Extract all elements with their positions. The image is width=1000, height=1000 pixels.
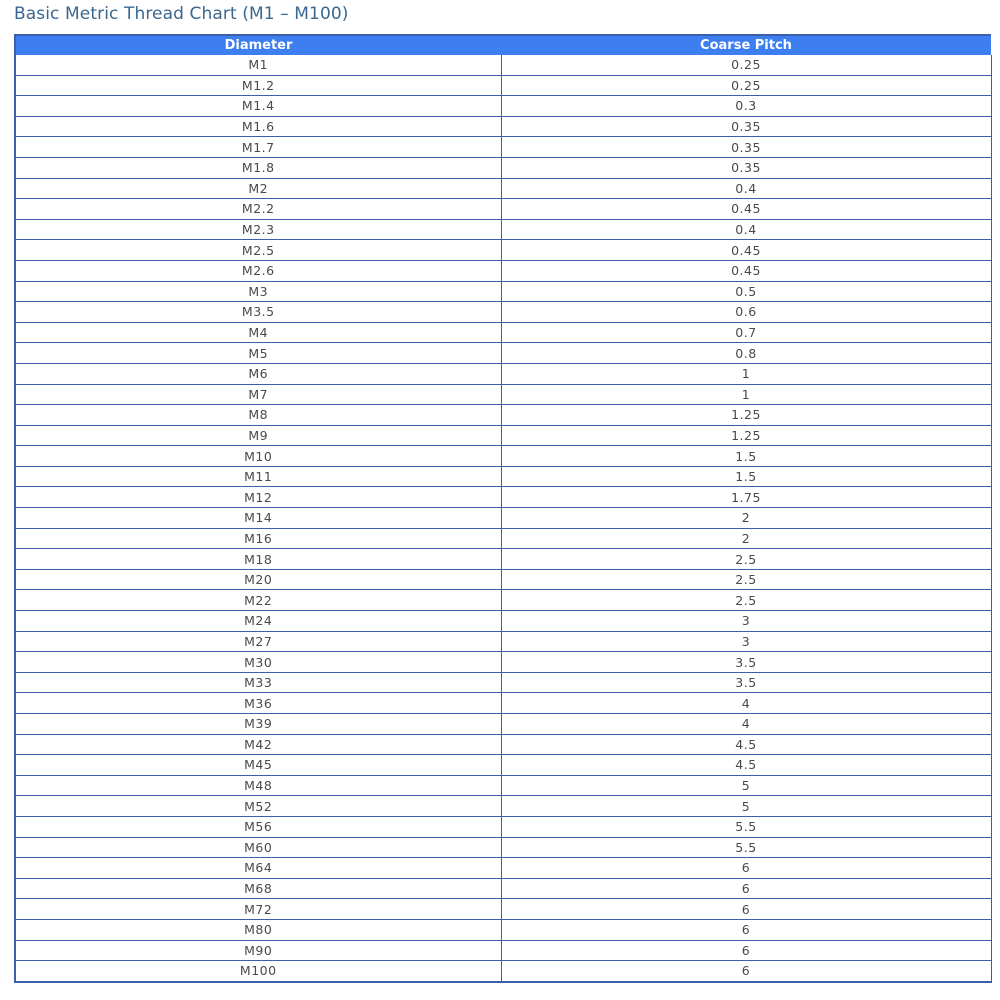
diameter-cell: M48 bbox=[15, 775, 501, 796]
coarse-pitch-cell: 2 bbox=[501, 528, 991, 549]
table-row bbox=[15, 363, 991, 384]
diameter-cell: M33 bbox=[15, 672, 501, 693]
table-row bbox=[15, 487, 991, 508]
coarse-pitch-cell: 0.25 bbox=[501, 75, 991, 96]
diameter-cell: M10 bbox=[15, 446, 501, 467]
table-body bbox=[15, 55, 991, 982]
coarse-pitch-cell: 2.5 bbox=[501, 549, 991, 570]
diameter-cell: M9 bbox=[15, 425, 501, 446]
coarse-pitch-cell: 0.8 bbox=[501, 343, 991, 364]
coarse-pitch-cell: 0.4 bbox=[501, 219, 991, 240]
diameter-cell: M2.2 bbox=[15, 199, 501, 220]
diameter-cell: M1.2 bbox=[15, 75, 501, 96]
table-row bbox=[15, 816, 991, 837]
coarse-pitch-cell: 1 bbox=[501, 384, 991, 405]
table-row bbox=[15, 796, 991, 817]
diameter-cell: M4 bbox=[15, 322, 501, 343]
table-row bbox=[15, 734, 991, 755]
coarse-pitch-cell: 5.5 bbox=[501, 837, 991, 858]
table-row bbox=[15, 137, 991, 158]
diameter-cell: M90 bbox=[15, 940, 501, 961]
table-row bbox=[15, 528, 991, 549]
diameter-cell: M18 bbox=[15, 549, 501, 570]
diameter-cell: M1.7 bbox=[15, 137, 501, 158]
diameter-cell: M2.5 bbox=[15, 240, 501, 261]
table-row bbox=[15, 590, 991, 611]
table-row bbox=[15, 466, 991, 487]
diameter-cell: M1.6 bbox=[15, 116, 501, 137]
coarse-pitch-cell: 0.35 bbox=[501, 116, 991, 137]
coarse-pitch-cell: 0.45 bbox=[501, 240, 991, 261]
coarse-pitch-cell: 0.3 bbox=[501, 96, 991, 117]
diameter-cell: M68 bbox=[15, 878, 501, 899]
table-row bbox=[15, 693, 991, 714]
coarse-pitch-cell: 3.5 bbox=[501, 652, 991, 673]
diameter-cell: M56 bbox=[15, 816, 501, 837]
coarse-pitch-cell: 1.75 bbox=[501, 487, 991, 508]
table-row bbox=[15, 75, 991, 96]
diameter-cell: M22 bbox=[15, 590, 501, 611]
header-row bbox=[15, 35, 991, 55]
table-row bbox=[15, 384, 991, 405]
table-row bbox=[15, 611, 991, 632]
table-row bbox=[15, 755, 991, 776]
coarse-pitch-cell: 0.35 bbox=[501, 157, 991, 178]
coarse-pitch-cell: 3 bbox=[501, 631, 991, 652]
table-row bbox=[15, 157, 991, 178]
table-row bbox=[15, 714, 991, 735]
coarse-pitch-cell: 0.4 bbox=[501, 178, 991, 199]
table-row bbox=[15, 425, 991, 446]
diameter-cell: M45 bbox=[15, 755, 501, 776]
diameter-cell: M8 bbox=[15, 405, 501, 426]
diameter-cell: M6 bbox=[15, 363, 501, 384]
table-row bbox=[15, 899, 991, 920]
table-row bbox=[15, 569, 991, 590]
diameter-cell: M39 bbox=[15, 714, 501, 735]
table-row bbox=[15, 219, 991, 240]
diameter-cell: M16 bbox=[15, 528, 501, 549]
coarse-pitch-cell: 6 bbox=[501, 919, 991, 940]
coarse-pitch-cell: 2.5 bbox=[501, 590, 991, 611]
coarse-pitch-cell: 0.35 bbox=[501, 137, 991, 158]
coarse-pitch-cell: 6 bbox=[501, 940, 991, 961]
coarse-pitch-cell: 0.6 bbox=[501, 302, 991, 323]
coarse-pitch-cell: 0.45 bbox=[501, 199, 991, 220]
coarse-pitch-cell: 6 bbox=[501, 858, 991, 879]
table-row bbox=[15, 508, 991, 529]
diameter-cell: M72 bbox=[15, 899, 501, 920]
coarse-pitch-cell: 6 bbox=[501, 878, 991, 899]
page-title: Basic Metric Thread Chart (M1 – M100) bbox=[14, 4, 349, 24]
coarse-pitch-cell: 1.5 bbox=[501, 446, 991, 467]
coarse-pitch-cell: 3.5 bbox=[501, 672, 991, 693]
table-row bbox=[15, 96, 991, 117]
table-row bbox=[15, 549, 991, 570]
diameter-cell: M11 bbox=[15, 466, 501, 487]
table-row bbox=[15, 343, 991, 364]
coarse-pitch-cell: 2 bbox=[501, 508, 991, 529]
diameter-cell: M52 bbox=[15, 796, 501, 817]
diameter-cell: M42 bbox=[15, 734, 501, 755]
coarse-pitch-cell: 4 bbox=[501, 714, 991, 735]
coarse-pitch-cell: 5 bbox=[501, 775, 991, 796]
diameter-cell: M2.6 bbox=[15, 260, 501, 281]
diameter-cell: M60 bbox=[15, 837, 501, 858]
table-row bbox=[15, 405, 991, 426]
coarse-pitch-cell: 1.5 bbox=[501, 466, 991, 487]
diameter-cell: M3 bbox=[15, 281, 501, 302]
table-row bbox=[15, 631, 991, 652]
diameter-cell: M14 bbox=[15, 508, 501, 529]
table-row bbox=[15, 858, 991, 879]
diameter-cell: M7 bbox=[15, 384, 501, 405]
table-row bbox=[15, 775, 991, 796]
diameter-cell: M27 bbox=[15, 631, 501, 652]
diameter-cell: M64 bbox=[15, 858, 501, 879]
coarse-pitch-cell: 5.5 bbox=[501, 816, 991, 837]
table-row bbox=[15, 837, 991, 858]
coarse-pitch-cell: 0.5 bbox=[501, 281, 991, 302]
table-row bbox=[15, 178, 991, 199]
coarse-pitch-cell: 1 bbox=[501, 363, 991, 384]
table-row bbox=[15, 672, 991, 693]
diameter-cell: M20 bbox=[15, 569, 501, 590]
diameter-cell: M1.4 bbox=[15, 96, 501, 117]
table-row bbox=[15, 878, 991, 899]
diameter-cell: M3.5 bbox=[15, 302, 501, 323]
table-row bbox=[15, 302, 991, 323]
table-row bbox=[15, 919, 991, 940]
coarse-pitch-cell: 0.45 bbox=[501, 260, 991, 281]
table-row bbox=[15, 961, 991, 982]
diameter-cell: M1 bbox=[15, 55, 501, 75]
coarse-pitch-cell: 3 bbox=[501, 611, 991, 632]
diameter-cell: M2.3 bbox=[15, 219, 501, 240]
coarse-pitch-cell: 5 bbox=[501, 796, 991, 817]
column-header-diameter: Diameter bbox=[15, 35, 501, 55]
table-row bbox=[15, 240, 991, 261]
column-header-coarse-pitch: Coarse Pitch bbox=[501, 35, 991, 55]
diameter-cell: M100 bbox=[15, 961, 501, 982]
table-row bbox=[15, 652, 991, 673]
table-row bbox=[15, 940, 991, 961]
table-row bbox=[15, 281, 991, 302]
table-row bbox=[15, 446, 991, 467]
diameter-cell: M24 bbox=[15, 611, 501, 632]
table-row bbox=[15, 199, 991, 220]
thread-chart-table bbox=[14, 34, 992, 983]
coarse-pitch-cell: 0.7 bbox=[501, 322, 991, 343]
diameter-cell: M5 bbox=[15, 343, 501, 364]
table-header bbox=[15, 35, 991, 55]
coarse-pitch-cell: 4.5 bbox=[501, 734, 991, 755]
coarse-pitch-cell: 4.5 bbox=[501, 755, 991, 776]
table-row bbox=[15, 55, 991, 75]
table-row bbox=[15, 260, 991, 281]
coarse-pitch-cell: 4 bbox=[501, 693, 991, 714]
diameter-cell: M2 bbox=[15, 178, 501, 199]
coarse-pitch-cell: 1.25 bbox=[501, 425, 991, 446]
diameter-cell: M30 bbox=[15, 652, 501, 673]
diameter-cell: M80 bbox=[15, 919, 501, 940]
diameter-cell: M12 bbox=[15, 487, 501, 508]
table-row bbox=[15, 116, 991, 137]
coarse-pitch-cell: 0.25 bbox=[501, 55, 991, 75]
coarse-pitch-cell: 2.5 bbox=[501, 569, 991, 590]
diameter-cell: M1.8 bbox=[15, 157, 501, 178]
coarse-pitch-cell: 6 bbox=[501, 899, 991, 920]
coarse-pitch-cell: 1.25 bbox=[501, 405, 991, 426]
coarse-pitch-cell: 6 bbox=[501, 961, 991, 982]
diameter-cell: M36 bbox=[15, 693, 501, 714]
table-row bbox=[15, 322, 991, 343]
